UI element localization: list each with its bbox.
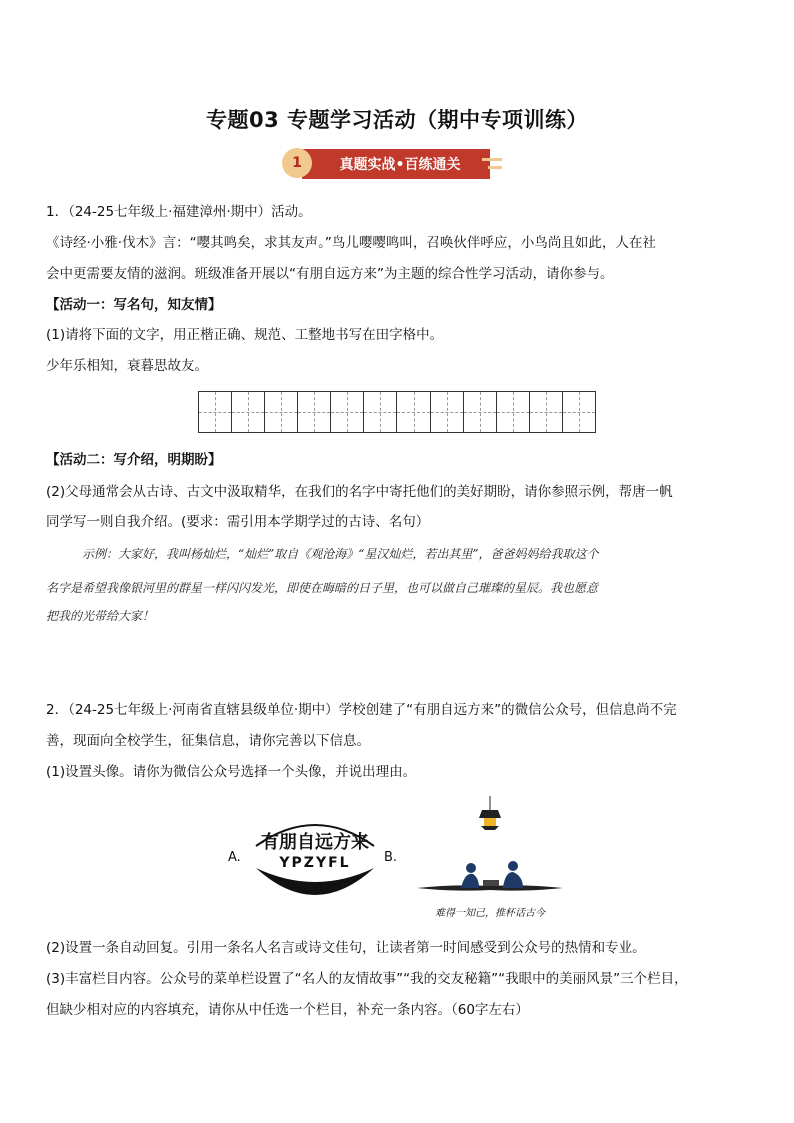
q1-intro-line: 《诗经·小雅·伐木》言：“嘤其鸣矣，求其友声。”鸟儿嘤嘤鸣叫，召唤伙伴呼应，小鸟尚且如此，人在社: [46, 235, 656, 251]
q2-task3-line: 但缺少相对应的内容填充，请你从中任选一个栏目，补充一条内容。（60字左右）: [46, 1002, 529, 1018]
q1-example-line: 把我的光带给大家！: [46, 609, 155, 623]
q1-header: 1．（24-25七年级上·福建漳州·期中）活动。: [46, 204, 312, 220]
grid-cell[interactable]: [397, 392, 430, 432]
q1-task2-line: (2)父母通常会从古诗、古文中汲取精华，在我们的名字中寄托他们的美好期盼，请你参照示例，帮唐一帆: [46, 484, 673, 500]
option-a-logo[interactable]: [250, 812, 380, 904]
grid-cell[interactable]: [364, 392, 397, 432]
q1-example-line: 名字是希望我像银河里的群星一样闪闪发光，即使在晦暗的日子里，也可以做自己璀璨的星辰。我也愿意: [46, 581, 599, 595]
q2-task1: (1)设置头像。请你为微信公众号选择一个头像，并说出理由。: [46, 764, 417, 780]
grid-cell[interactable]: [431, 392, 464, 432]
q1-task2-line: 同学写一则自我介绍。(要求：需引用本学期学过的古诗、名句）: [46, 514, 430, 530]
tianzige-writing-grid[interactable]: [198, 391, 596, 433]
banner-decoration: [482, 158, 502, 161]
q1-intro-line: 会中更需要友情的滋润。班级准备开展以“有朋自远方来”为主题的综合性学习活动，请你参与。: [46, 266, 614, 282]
grid-cell[interactable]: [265, 392, 298, 432]
q1-example-line: 示例：大家好，我叫杨灿烂，“灿烂”取自《观沧海》“星汉灿烂，若出其里”，爸爸妈妈给我取这个: [82, 547, 599, 561]
page-title: 专题03 专题学习活动（期中专项训练）: [205, 108, 589, 132]
grid-cell[interactable]: [497, 392, 530, 432]
option-b-image[interactable]: [415, 796, 565, 918]
q2-header-line: 2．（24-25七年级上·河南省直辖县级单位·期中）学校创建了“有朋自远方来”的微信公众号，但信息尚不完: [46, 702, 677, 718]
grid-cell[interactable]: [232, 392, 265, 432]
section-banner: [282, 146, 502, 182]
grid-cell[interactable]: [464, 392, 497, 432]
grid-cell[interactable]: [199, 392, 232, 432]
grid-cell[interactable]: [563, 392, 595, 432]
logo-latin-text: YPZYFL: [279, 855, 351, 871]
logo-chinese-text: 有朋自远方来: [261, 832, 369, 853]
grid-cell[interactable]: [298, 392, 331, 432]
option-b-label[interactable]: B.: [384, 850, 398, 865]
q1-activity2-heading: 【活动二：写介绍，明期盼】: [46, 452, 222, 468]
option-b-caption: 难得一知己，推杯话古今: [435, 908, 545, 918]
q2-task3-line: (3)丰富栏目内容。公众号的菜单栏设置了“名人的友情故事”“我的交友秘籍”“我眼中的美丽风景”三个栏目，: [46, 971, 688, 987]
q2-header-line: 善，现面向全校学生，征集信息，请你完善以下信息。: [46, 733, 370, 749]
option-a-label[interactable]: A.: [228, 850, 241, 865]
q1-task1: (1)请将下面的文字，用正楷正确、规范、工整地书写在田字格中。: [46, 327, 444, 343]
q1-copy-text: 少年乐相知，衰暮思故友。: [46, 358, 208, 374]
grid-cell[interactable]: [331, 392, 364, 432]
q2-task2: (2)设置一条自动回复。引用一条名人名言或诗文佳句，让读者第一时间感受到公众号的热情和专业。: [46, 940, 646, 956]
q1-activity1-heading: 【活动一：写名句，知友情】: [46, 297, 222, 313]
banner-decoration: [488, 166, 502, 169]
banner-label: 真题实战•百练通关: [302, 149, 490, 179]
grid-cell[interactable]: [530, 392, 563, 432]
banner-number: 1: [282, 148, 312, 178]
